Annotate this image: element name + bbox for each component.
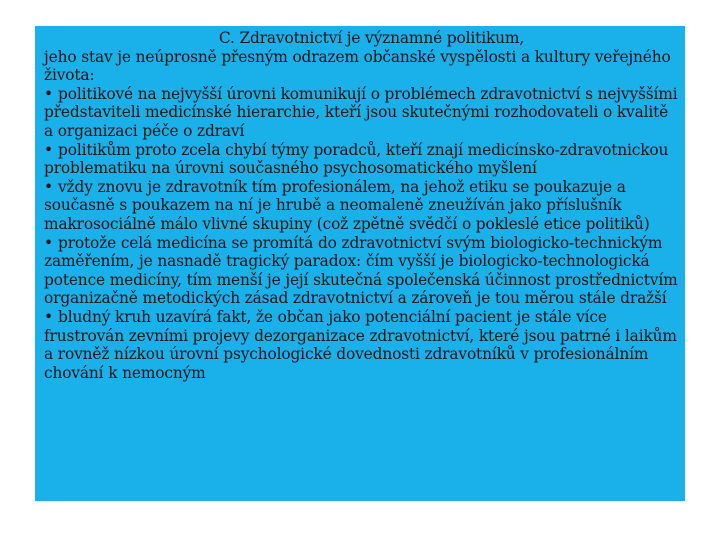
heading-emphasis: politikum [446, 29, 520, 47]
bullet-list [44, 85, 679, 383]
bullet-mark: • [44, 84, 53, 103]
intro-text: jeho stav je neúprosně přesným odrazem občanské vyspělosti a kultury veřejného života: [44, 47, 671, 85]
bullet-mark: • [44, 233, 53, 252]
bullet-text: politikové na nejvyšší úrovni komunikují o problémech zdravotnictví s nejvyššími představiteli medicínské hierarchie, kteří jsou skutečnými rozhodovateli o kvalitě a organizaci péče o zdraví [44, 84, 678, 140]
bullet-text: protože celá medicína se promítá do zdravotnictví svým biologicko-technickým zaměřením, je nasnadě tragický paradox: čím vyšší je biologicko-technologická potence medicíny, tím menší je její skutečná společenská účinnost prostřednictvím organizačně metodických zásad zdravotnictví a zároveň je tou měrou stále dražší [44, 233, 678, 308]
heading [44, 29, 679, 48]
heading-prefix: C. Zdravotnictví je významné [218, 29, 447, 47]
bullet-item [44, 85, 679, 141]
bullet-item [44, 141, 679, 178]
bullet-mark: • [44, 307, 53, 326]
bullet-item [44, 178, 679, 234]
bullet-mark: • [44, 177, 53, 196]
bullet-item [44, 234, 679, 308]
bullet-mark: • [44, 140, 53, 159]
bullet-text: bludný kruh uzavírá fakt, že občan jako potenciální pacient je stále více frustrován zevními projevy dezorganizace zdravotnictví, které jsou patrné i laikům a rovněž nízkou úrovní psychologické dovednosti zdravotníků v profesionálním chování k nemocným [44, 307, 677, 382]
content-panel [35, 26, 685, 501]
heading-suffix: , [519, 29, 525, 47]
bullet-text: vždy znovu je zdravotník tím profesionálem, na jehož etiku se poukazuje a současně s poukazem na ní je hrubě a neomaleně zneužíván jako příslušník makrosociálně málo vlivné skupiny (což zpětně svědčí o pokleslé etice politiků) [44, 177, 650, 233]
bullet-item [44, 308, 679, 382]
bullet-text: politikům proto zcela chybí týmy poradců, kteří znají medicínsko-zdravotnickou problematiku na úrovni současného psychosomatického myšlení [44, 140, 669, 178]
